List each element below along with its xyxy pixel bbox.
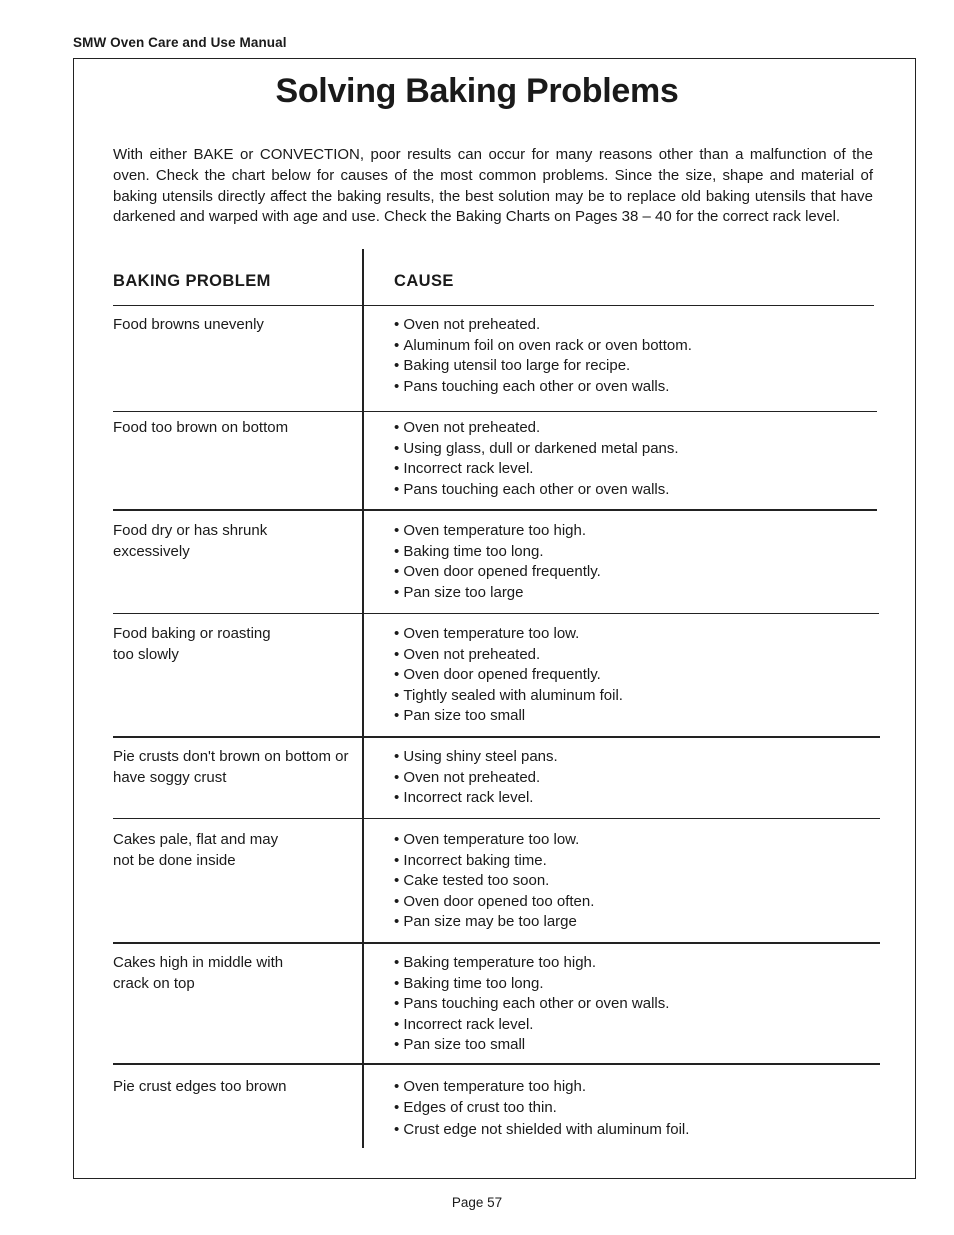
cause-item: • Pans touching each other or oven walls. [394,480,874,501]
row-rule [113,613,879,614]
cause-item: • Baking temperature too high. [394,953,874,974]
causes-list [394,830,874,933]
cause-item: • Oven not preheated. [394,315,874,336]
cause-item: • Baking time too long. [394,974,874,995]
cause-item: • Oven door opened frequently. [394,562,874,583]
cause-item: • Pan size too large [394,583,874,604]
cause-item: • Baking time too long. [394,542,874,563]
cause-item: • Pan size may be too large [394,912,874,933]
problem-pie-crusts-soggy: Pie crusts don't brown on bottom or have soggy crust [113,748,349,786]
cause-item: • Crust edge not shielded with aluminum foil. [394,1120,874,1141]
cause-item: • Tightly sealed with aluminum foil. [394,686,874,707]
cause-item: • Incorrect rack level. [394,788,874,809]
cause-item: • Baking utensil too large for recipe. [394,356,874,377]
cause-item: • Oven not preheated. [394,418,874,439]
cause-item: • Incorrect rack level. [394,1015,874,1036]
cause-item: • Oven temperature too low. [394,624,874,645]
cause-item: • Pan size too small [394,706,874,727]
problem-pie-crust-edges-too-brown: Pie crust edges too brown [113,1078,287,1095]
cause-item: • Pans touching each other or oven walls. [394,994,874,1015]
causes-list [394,747,874,809]
causes-list [394,624,874,727]
problem-baking-too-slowly: Food baking or roasting too slowly [113,625,271,663]
table-column-divider [362,249,364,1148]
cause-item: • Using glass, dull or darkened metal pans. [394,439,874,460]
column-header-cause: CAUSE [394,272,454,290]
row-rule [113,411,877,412]
cause-item: • Oven door opened frequently. [394,665,874,686]
cause-item: • Pans touching each other or oven walls. [394,377,874,398]
problem-food-dry-or-shrunk: Food dry or has shrunk excessively [113,522,268,560]
causes-list [394,1077,874,1141]
causes-list [394,315,874,397]
cause-item: • Oven temperature too high. [394,521,874,542]
intro-paragraph: With either BAKE or CONVECTION, poor results can occur for many reasons other than a malfunction of the oven. Check the chart below for causes of the most common problems. Since the size, shape and material of baking utensils directly affect the baking results, the best solution may be to replace old baking utensils that have darkened and warped with age and use. Check the Baking Charts on Pages 38 – 40 for the correct rack level. [113,146,873,226]
problem-cakes-pale-flat: Cakes pale, flat and may not be done inside [113,831,279,869]
row-rule [113,509,877,511]
cause-item: • Incorrect rack level. [394,459,874,480]
row-rule [113,818,880,819]
row-rule [113,736,880,738]
causes-list [394,521,874,603]
problem-cakes-high-in-middle: Cakes high in middle with crack on top [113,954,284,992]
cause-item: • Cake tested too soon. [394,871,874,892]
cause-item: • Oven temperature too low. [394,830,874,851]
row-rule [113,1063,880,1065]
cause-item: • Edges of crust too thin. [394,1098,874,1119]
column-header-problem: BAKING PROBLEM [113,272,271,290]
cause-item: • Oven not preheated. [394,645,874,666]
header-rule [113,305,874,306]
cause-item: • Using shiny steel pans. [394,747,874,768]
running-head: SMW Oven Care and Use Manual [73,35,287,50]
cause-item: • Incorrect baking time. [394,851,874,872]
problem-food-browns-unevenly: Food browns unevenly [113,316,264,333]
cause-item: • Pan size too small [394,1035,874,1056]
cause-item: • Aluminum foil on oven rack or oven bottom. [394,336,874,357]
cause-item: • Oven temperature too high. [394,1077,874,1098]
causes-list [394,953,874,1056]
row-rule [113,942,880,944]
page-number: Page 57 [451,1195,503,1210]
page-title: Solving Baking Problems [275,72,679,110]
problem-food-too-brown-on-bottom: Food too brown on bottom [113,419,289,436]
cause-item: • Oven not preheated. [394,768,874,789]
cause-item: • Oven door opened too often. [394,892,874,913]
causes-list [394,418,874,500]
